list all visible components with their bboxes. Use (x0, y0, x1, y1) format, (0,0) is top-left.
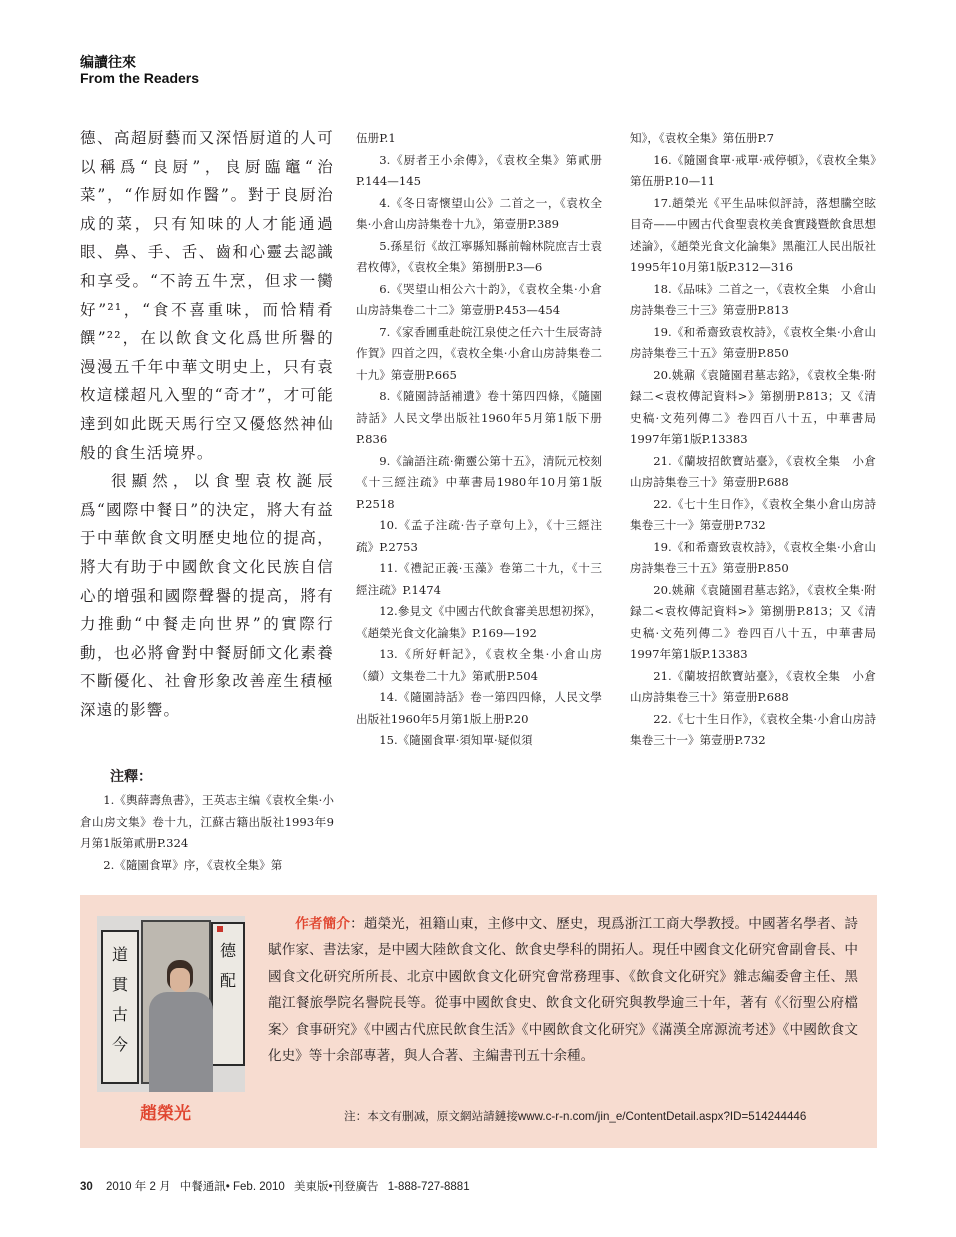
red-seal-icon (217, 926, 223, 932)
note-20-repeat: 20.姚鼐《袁隨園君墓志銘》，《袁枚全集·附録二<袁枚傳記資料>》第捌册P.813；又《清史稿·文苑列傳二》卷四百八十五，中華書局1997年第1版P.13383 (630, 582, 876, 661)
note-19: 19.《和希齋致袁枚詩》，《袁枚全集·小倉山房詩集卷三十五》第壹册P.850 (630, 324, 876, 360)
note-11: 11.《禮記正義·玉藻》卷第二十九，《十三經注疏》P.1474 (356, 561, 602, 597)
person-figure (149, 992, 213, 1092)
note-21-repeat: 21.《蘭坡招飲寶站臺》，《袁枚全集 小倉山房詩集卷三十》第壹册P.688 (630, 668, 876, 704)
note-12: 12.參見文《中國古代飲食審美思想初探》，《趙榮光食文化論集》P.169—192 (356, 604, 602, 640)
note-22-repeat: 22.《七十生日作》，《袁枚全集·小倉山房詩集卷三十一》第壹册P.732 (630, 711, 876, 747)
note-5: 5.孫星衍《故江寧縣知縣前翰林院庶吉士袁君枚傳》，《袁枚全集》第捌册P.3—6 (356, 238, 602, 274)
column-3 (630, 128, 876, 752)
footer-date: 2010 年 2 月 (106, 1181, 171, 1193)
scroll-right-text: 德 配 (219, 941, 236, 990)
bio-body: ：趙榮光，祖籍山東，主修中文、歷史，現爲浙江工商大學教授。中國著名學者、詩賦作家、書法家，是中國大陸飲食文化、飲食史學科的開拓人。現任中國食文化研究會副會長、中國食文化研究所所長、北京中國飲食文化研究會常務理事、《飲食文化研究》雜志編委會主任、黑龍江餐旅學院名譽院長等。從事中國飲食史、飲食文化研究與教學逾三十年，著有《〈衍聖公府檔案〉食事研究》《中國古代庶民飲食生活》《中國飲食文化研究》《滿漢全席源流考述》《中國飲食文化史》等十余部專著，與人合著、主編書刊五十余種。 (268, 916, 858, 1065)
bio-label: 作者簡介 (295, 916, 351, 932)
footer-edition: 美東版 (294, 1181, 329, 1193)
author-photo (97, 916, 245, 1092)
note-4: 4.《冬日寄懷望山公》二首之一，《袁枚全集·小倉山房詩集卷十九》，第壹册P.389 (356, 195, 602, 231)
photo-caption: 趙榮光 (140, 1104, 191, 1124)
source-url[interactable]: www.c-r-n.com/jin_e/ContentDetail.aspx?ID=514244446 (517, 1110, 807, 1123)
note-3: 3.《厨者王小余傳》，《袁枚全集》第貳册P.144—145 (356, 152, 602, 188)
note-13: 13.《所好軒記》，《袁枚全集·小倉山房（續）文集卷二十九》第貳册P.504 (356, 647, 602, 683)
footer-dot: • (225, 1181, 230, 1193)
section-header-en: From the Readers (80, 70, 200, 86)
footer-date-en: Feb. 2010 (233, 1181, 285, 1193)
footer-dot-2: • (328, 1181, 333, 1193)
section-header-zh: 编讀往來 (80, 55, 136, 71)
body-paragraph-2: 很顯然，以食聖袁枚誕辰爲“國際中餐日”的決定，將大有益于中華飲食文明歷史地位的提高，將大有助于中國飲食文化民族自信心的增强和國際聲譽的提高，將有力推動“中餐走向世界”的實際行動，也必將會對中餐厨師文化素養不斷優化、社會形象改善産生積極深遠的影響。 (80, 472, 334, 719)
note-14: 14.《隨園詩話》卷一第四四條，人民文學出版社1960年5月第1版上册P.20 (356, 690, 602, 726)
note-7: 7.《家香圃重赴皖江泉使之任六十生辰寄詩作賀》四首之四，《袁枚全集·小倉山房詩集卷二十九》第壹册P.665 (356, 324, 602, 382)
calligraphy-scroll-right (211, 922, 245, 1066)
note-15: 15.《隨園食單·須知單·疑似須 (379, 733, 533, 747)
note-17: 17.趙榮光《平生品味似評詩，落想騰空眩目奇——中國古代食聖袁枚美食實踐暨飲食思想述論》，《趙榮光食文化論集》黑龍江人民出版社1995年10月第1版P.312—316 (630, 195, 876, 274)
note-16: 16.《隨園食單·戒單·戒停頓》，《袁枚全集》第伍册P.10—11 (630, 152, 876, 188)
note-10: 10.《孟子注疏·告子章句上》，《十三經注疏》P.2753 (356, 518, 602, 554)
note-2-cont: 伍册P.1 (356, 131, 396, 145)
person-face (170, 968, 190, 992)
note-15-cont: 知》，《袁枚全集》第伍册P.7 (630, 131, 775, 145)
note-2: 2.《隨園食單》序，《袁枚全集》第 (103, 857, 283, 872)
note-22: 22.《七十生日作》，《袁枚全集小倉山房詩集卷三十一》第壹册P.732 (630, 496, 876, 532)
column-1 (80, 124, 334, 876)
footer-publication: 中餐通訊 (179, 1181, 226, 1193)
notes-title: 注釋： (110, 769, 152, 786)
calligraphy-scroll-left (101, 930, 139, 1084)
page-footer (80, 1178, 470, 1194)
note-1: 1.《輿薛壽魚書》，王英志主编《袁枚全集·小倉山房文集》卷十九，江蘇古籍出版社1993年9月第1版第貳册P.324 (80, 793, 334, 851)
note-9: 9.《論語注疏·衛靈公第十五》，清阮元校刻《十三經注疏》中華書局1980年10月第1版P.2518 (356, 453, 602, 511)
footer-ad: 刊登廣告 (332, 1181, 379, 1193)
source-note-prefix: 注：本文有删减，原文網站請鏈接 (344, 1109, 518, 1123)
author-bio-text (268, 911, 858, 1069)
body-paragraph-1: 德、高超厨藝而又深悟厨道的人可以稱爲“良厨”，良厨臨竈“治菜”，“作厨如作醫”。對于良厨治成的菜，只有知味的人才能通過眼、鼻、手、舌、齒和心靈去認識和享受。“不誇五牛烹，但求一臠好”²¹，“食不喜重味，而恰精肴饌”²²，在以飲食文化爲世所譽的漫漫五千年中華文明史上，只有袁枚這樣超凡入聖的“奇才”，才可能達到如此既天馬行空又優悠然神仙般的食生活境界。 (80, 129, 334, 462)
note-21: 21.《蘭坡招飲寶站臺》，《袁枚全集 小倉山房詩集卷三十》第壹册P.688 (630, 453, 876, 489)
footer-phone: 1-888-727-8881 (387, 1181, 470, 1193)
note-18: 18.《品味》二首之一，《袁枚全集 小倉山房詩集卷三十三》第壹册P.813 (630, 281, 876, 317)
source-note (344, 1108, 864, 1124)
column-2 (356, 128, 602, 752)
note-6: 6.《哭望山相公六十韵》，《袁枚全集·小倉山房詩集卷二十二》第壹册P.453—454 (356, 281, 602, 317)
note-8: 8.《隨園詩話補遺》卷十第四四條，《隨園詩話》人民文學出版社1960年5月第1版下册P.836 (356, 389, 602, 446)
note-19-repeat: 19.《和希齋致袁枚詩》，《袁枚全集·小倉山房詩集卷三十五》第壹册P.850 (630, 539, 876, 575)
scroll-left-text: 道 貫 古 今 (111, 945, 128, 1054)
page-number: 30 (80, 1181, 93, 1193)
note-20: 20.姚鼐《袁隨園君墓志銘》，《袁枚全集·附録二<袁枚傳記資料>》第捌册P.813；又《清史稿·文苑列傳二》卷四百八十五，中華書局1997年第1版P.13383 (630, 367, 876, 446)
